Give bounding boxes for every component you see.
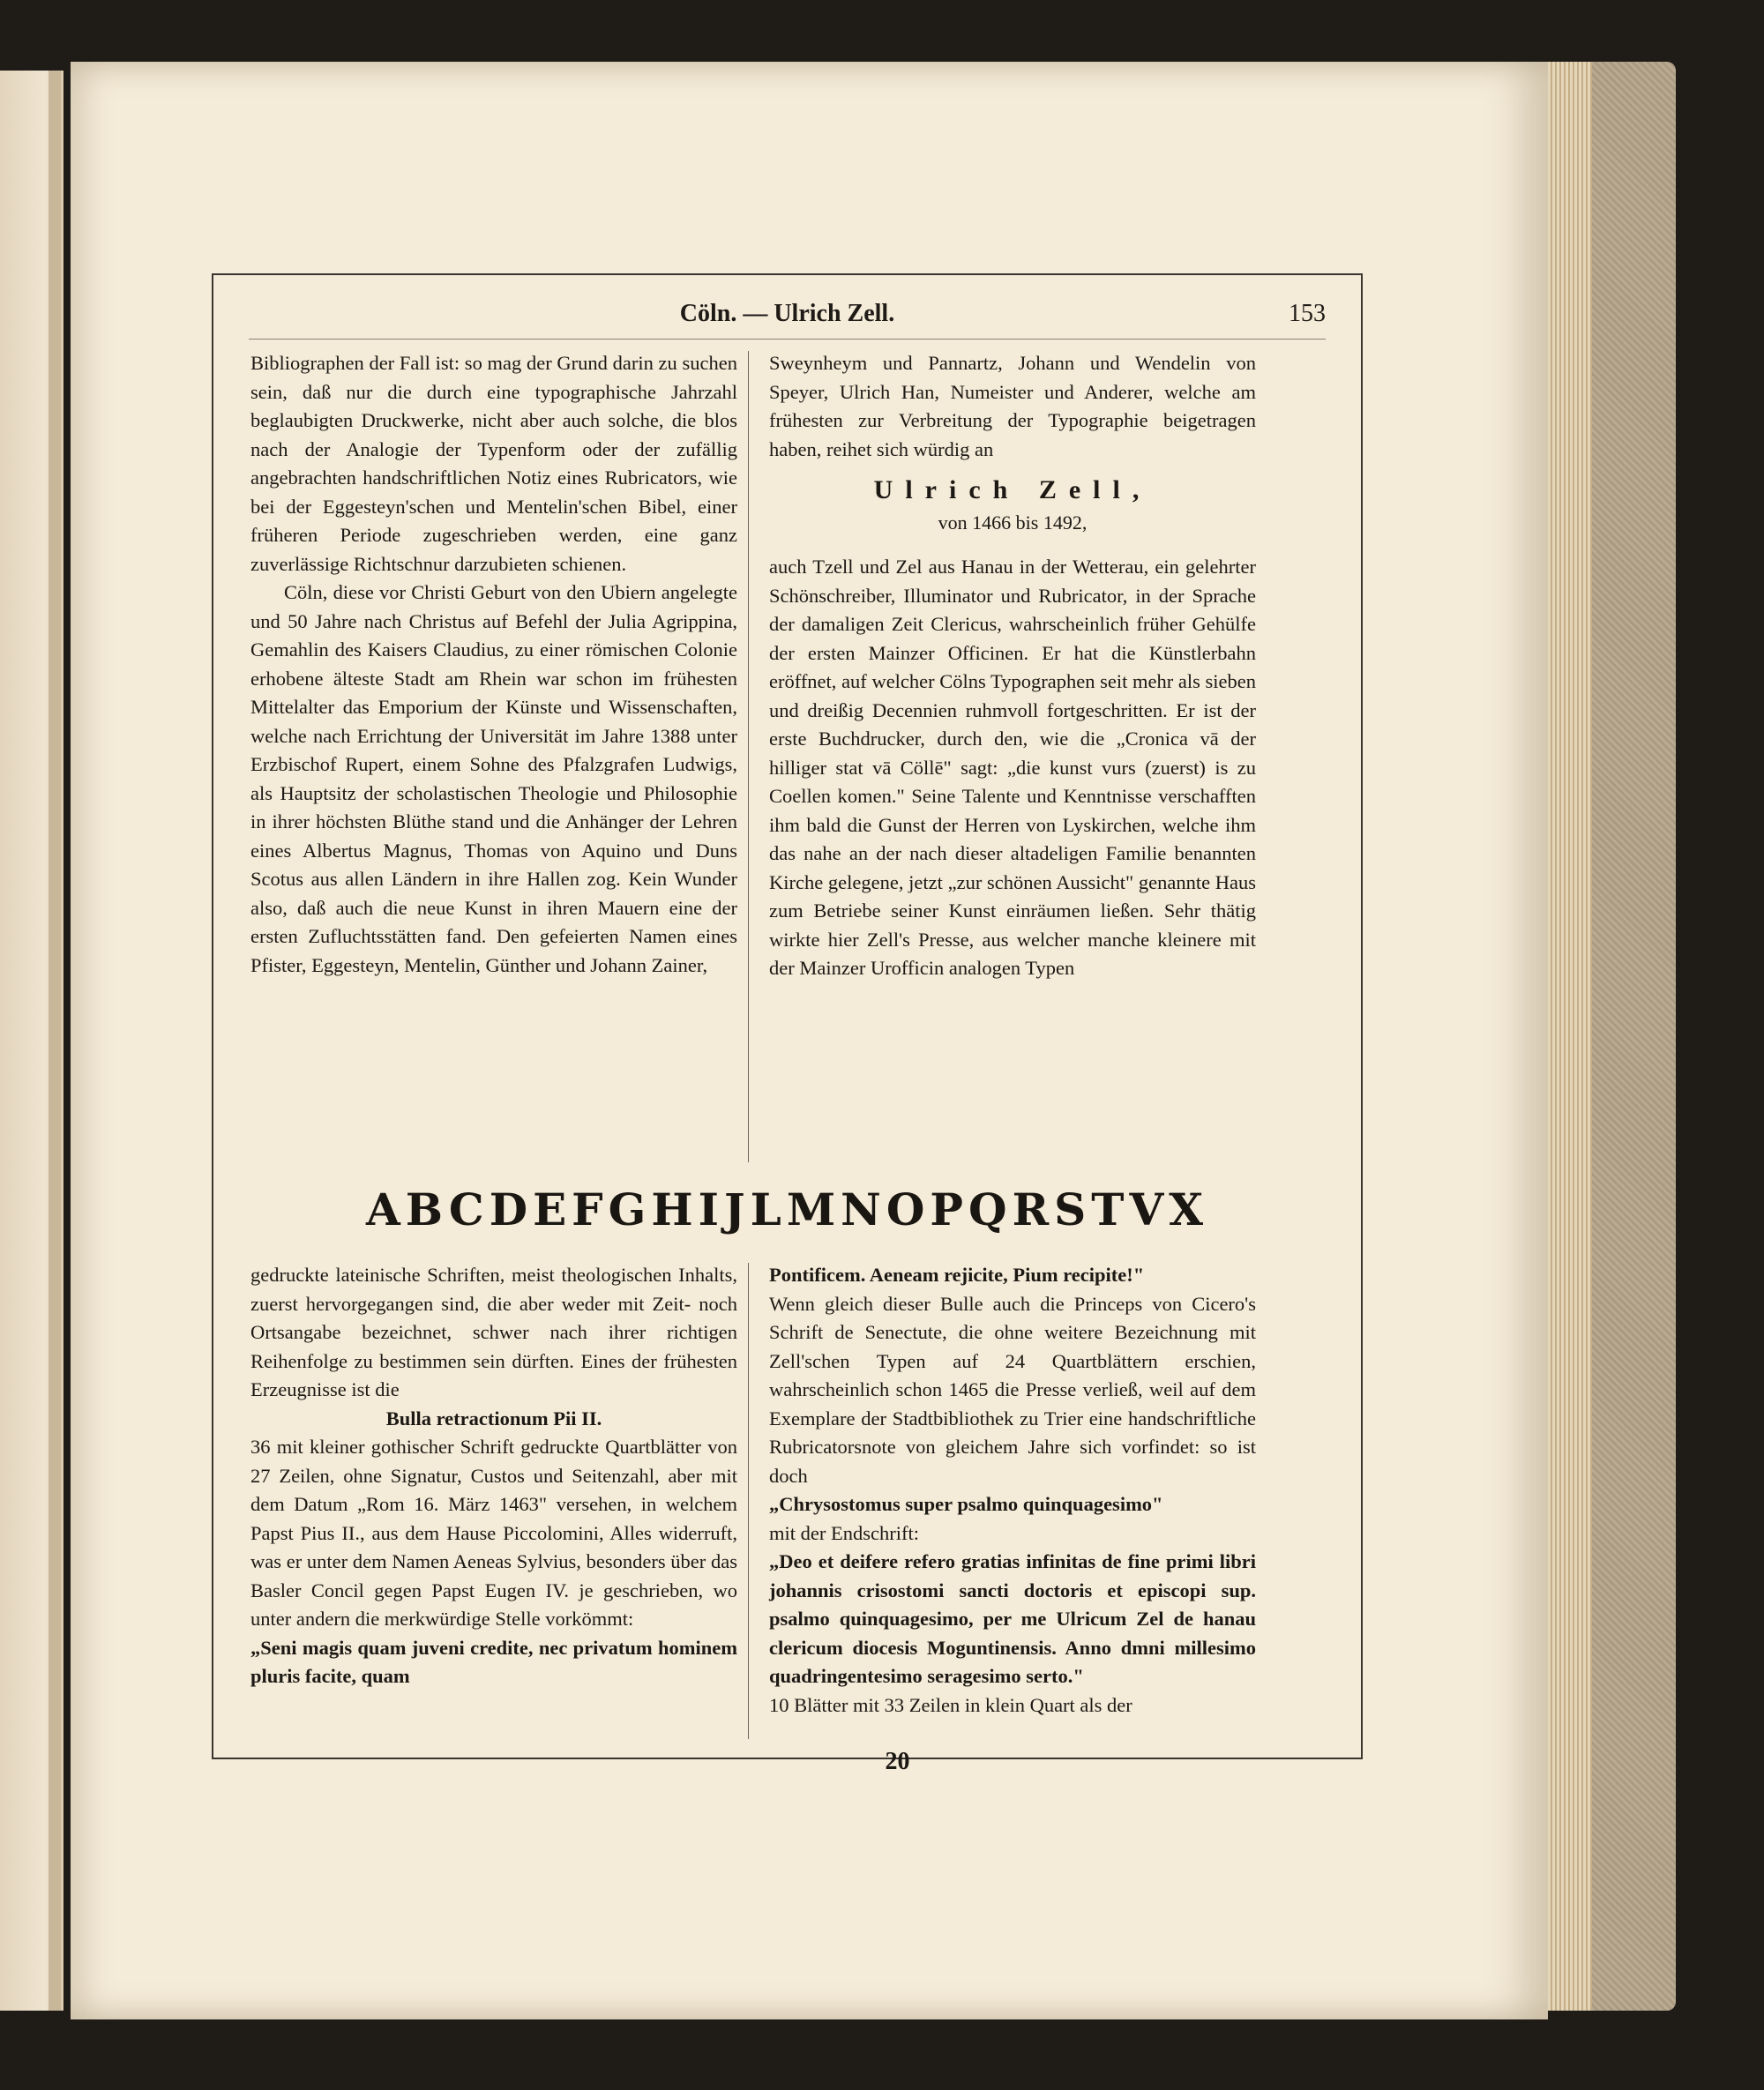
- work-title: Bulla retractionum Pii II.: [385, 1407, 602, 1429]
- latin-colophon: „Deo et deifere refero gratias infinitas de fine primi libri johannis crisostomi sancti doctoris et episcopi sup. psalmo quinquagesimo, per me Ulricum Zel de hanau clericum diocesis Moguntinensis. Anno dmni millesimo quadringentesimo seragesimo serto.": [769, 1550, 1256, 1687]
- signature-mark: 20: [885, 1748, 910, 1775]
- latin-quote: „Seni magis quam juveni credite, nec privatum hominem pluris facite, quam: [250, 1636, 737, 1687]
- text-frame: [212, 273, 1363, 1775]
- section-subheading: von 1466 bis 1492,: [938, 511, 1088, 534]
- paragraph: Bibliographen der Fall ist: so mag der Grund darin zu suchen sein, daß nur die durch eine typographische Jahrzahl beglaubigten Druckwerke, nicht aber auch solche, die blos nach der Analogie der Typenform oder der zufällig angebrachten handschriftlichen Notiz eines Rubricators, wie bei der Eggesteyn'schen und Mentelin'schen Bibel, einer früheren Periode zugeschrieben werden, eine ganz zuverlässige Richtschnur darzubieten schienen.: [250, 352, 737, 575]
- running-head: [249, 295, 1326, 340]
- paragraph: 10 Blätter mit 33 Zeilen in klein Quart als der: [769, 1693, 1132, 1716]
- book-page: [71, 62, 1548, 2019]
- latin-title: „Chrysostomus super psalmo quinquagesimo": [769, 1493, 1163, 1515]
- paragraph: mit der Endschrift:: [769, 1521, 919, 1544]
- lower-right-column: [769, 1261, 1256, 1720]
- typeface-alphabet-specimen: ABCDEFGHIJLMNOPQRSTVX: [365, 1183, 1209, 1235]
- column-divider: [748, 351, 749, 1162]
- latin-quote-end: Pontificem. Aeneam rejicite, Pium recipite!": [769, 1264, 1145, 1286]
- paragraph: Cöln, diese vor Christi Geburt von den Ubiern angelegte und 50 Jahre nach Christus auf Befehl der Julia Agrippina, Gemahlin des Kaisers Claudius, zu einer römischen Colonie erhobene älteste Stadt am Rhein war schon im frühesten Mittelalter das Emporium der Künste und Wissenschaften, welche nach Errichtung der Universität im Jahre 1388 unter Erzbischof Rupert, einem Sohne des Pfalzgrafen Ludwigs, als Hauptsitz der scholastischen Theologie und Philosophie in ihrer höchsten Blüthe stand und die Anhänger der Lehren eines Albertus Magnus, Thomas von Aquino und Duns Scotus aus allen Ländern in ihre Hallen zog. Kein Wunder also, daß auch die neue Kunst in ihren Mauern eine der ersten Zufluchtsstätten fand. Den gefeierten Namen eines Pfister, Eggesteyn, Mentelin, Günther und Johann Zainer,: [250, 581, 737, 976]
- section-heading: Ulrich Zell,: [873, 475, 1152, 504]
- paragraph: 36 mit kleiner gothischer Schrift gedruckte Quartblätter von 27 Zeilen, ohne Signatur, Custos und Seitenzahl, aber mit dem Datum „Rom 16. März 1463" versehen, in welchem Papst Pius II., aus dem Hause Piccolomini, Alles widerruft, was er unter dem Namen Aeneas Sylvius, besonders über das Basler Concil gegen Papst Eugen IV. je geschrieben, wo unter andern die merkwürdige Stelle vorkömmt:: [250, 1436, 737, 1630]
- running-title: Cöln. — Ulrich Zell.: [679, 300, 895, 327]
- paragraph: Sweynheym und Pannartz, Johann und Wendelin von Speyer, Ulrich Han, Numeister und Anderer, welche am frühesten zur Verbreitung der Typographie beigetragen haben, reihet sich würdig an: [769, 352, 1256, 460]
- upper-left-column: [250, 349, 737, 980]
- paragraph: gedruckte lateinische Schriften, meist theologischen Inhalts, zuerst hervorgegangen sind, die aber weder mit Zeit- noch Ortsangabe bezeichnet, schwer nach ihrer richtigen Reihenfolge zu bestimmen sein dürften. Eines der frühesten Erzeugnisse ist die: [250, 1264, 737, 1400]
- paragraph: auch Tzell und Zel aus Hanau in der Wetterau, ein gelehrter Schönschreiber, Illuminator und Rubricator, in der Sprache der damaligen Zeit Clericus, wahrscheinlich früher Gehülfe der ersten Mainzer Officinen. Er hat die Künstlerbahn eröffnet, auf welcher Cölns Typographen seit mehr als sieben und dreißig Decennien ruhmvoll fortgeschritten. Er ist der erste Buchdrucker, durch den, wie die „Cronica vā der hilliger stat vā Cöllē" sagt: „die kunst vurs (zuerst) is zu Coellen komen." Seine Talente und Kenntnisse verschafften ihm bald die Gunst der Herren von Lyskirchen, welche ihm das nahe an der nach dieser altadeligen Familie benannten Kirche gelegene, jetzt „zur schönen Aussicht" genannte Haus zum Betriebe seiner Kunst einräumen ließen. Sehr thätig wirkte hier Zell's Presse, aus welcher manche kleinere mit der Mainzer Urofficin analogen Typen: [769, 556, 1256, 979]
- upper-right-column: [769, 349, 1256, 983]
- lower-left-column: [250, 1261, 737, 1691]
- paragraph: Wenn gleich dieser Bulle auch die Princeps von Cicero's Schrift de Senectute, die ohne weitere Bezeichnung mit Zell'schen Typen auf 24 Quartblättern erschien, wahrscheinlich schon 1465 die Presse verließ, weil auf dem Exemplare der Stadtbibliothek zu Trier eine handschriftliche Rubricatorsnote von gleichem Jahre sich vorfindet: so ist doch: [769, 1292, 1256, 1487]
- facing-page-gutter: [49, 71, 61, 2011]
- page-number: 153: [1289, 300, 1326, 327]
- column-divider: [748, 1263, 749, 1739]
